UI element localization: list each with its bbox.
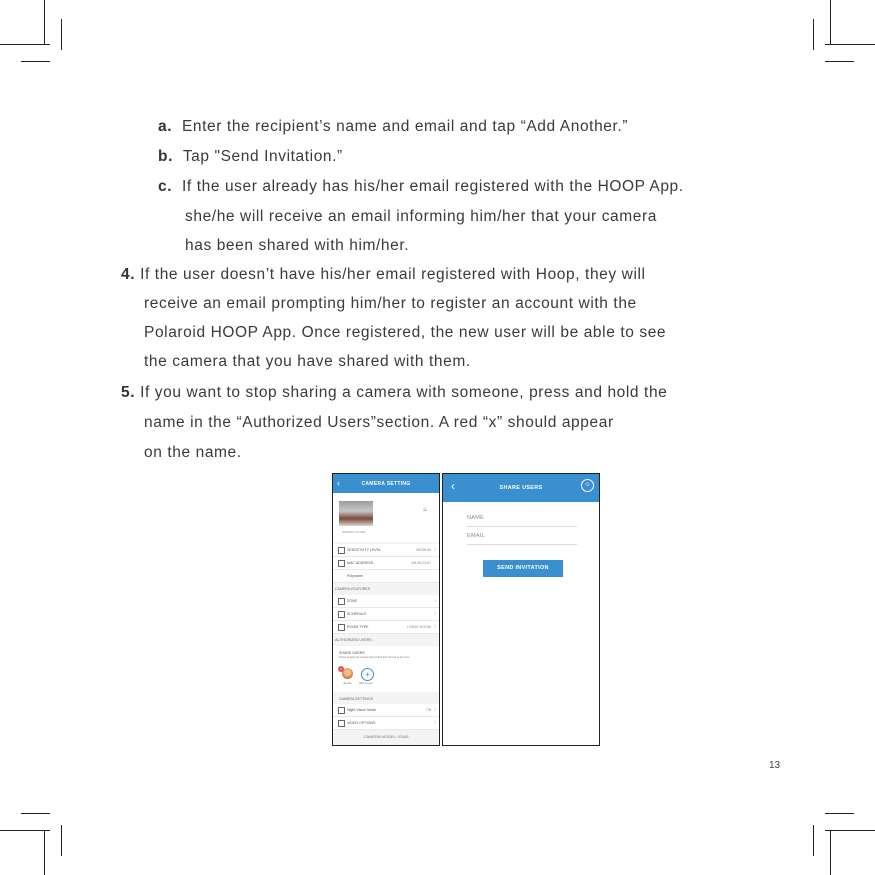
email-field[interactable]: EMAIL	[467, 533, 486, 539]
setting-row-night-vision[interactable]	[333, 704, 439, 717]
step-c	[158, 178, 684, 196]
camera-thumbnail[interactable]	[339, 501, 373, 526]
add-user-label: add a user	[359, 681, 374, 685]
add-user-button[interactable]: +	[361, 668, 374, 681]
step-c-line: If the user already has his/her email registered with the HOOP App.	[181, 178, 684, 195]
setting-label: Night Vision Mode	[347, 708, 377, 712]
step-c-marker: c.	[158, 178, 173, 195]
step-a-marker: a.	[158, 118, 173, 135]
step-5-marker: 5.	[121, 384, 136, 401]
step-c-line: she/he will receive an email informing him/her that your camera	[185, 208, 657, 225]
email-field-underline	[467, 544, 577, 545]
name-field[interactable]: NAME	[467, 515, 485, 521]
setting-label: SENSITIVITY LEVEL	[347, 548, 382, 552]
setting-icon	[338, 611, 345, 618]
wifi-icon: ≈	[423, 507, 427, 514]
user-name: Jennie	[343, 681, 352, 685]
crop-mark	[0, 830, 50, 831]
crop-mark	[825, 61, 854, 62]
crop-mark	[830, 0, 831, 44]
setting-label: MAC ADDRESS	[347, 561, 374, 565]
chevron-right-icon: ›	[434, 547, 436, 553]
setting-value: MEDIUM	[416, 548, 431, 552]
crop-mark	[830, 831, 831, 875]
step-5-line: on the name.	[144, 444, 242, 461]
step-4-line: the camera that you have shared with them.	[144, 353, 471, 370]
step-5-line: name in the “Authorized Users”section. A red “x” should appear	[144, 414, 614, 431]
camera-setting-title: CAMERA SETTING	[361, 481, 411, 487]
share-users-description: These people can access and control this camera at any time	[339, 656, 410, 659]
remove-user-x-icon[interactable]: ×	[339, 666, 343, 671]
section-header-features: CAMERA FEATURES	[335, 587, 371, 591]
setting-icon	[338, 560, 345, 567]
setting-icon	[338, 598, 345, 605]
feature-label: SCHEDULE	[347, 612, 367, 616]
crop-mark	[21, 61, 50, 62]
feature-row-schedule[interactable]	[333, 608, 439, 621]
section-header-authorized-users: AUTHORIZED USERS	[335, 638, 372, 642]
chevron-right-icon: ›	[434, 611, 436, 617]
step-b-marker: b.	[158, 148, 173, 165]
camera-setting-screenshot	[332, 473, 440, 746]
camera-setting-header	[333, 474, 439, 493]
chevron-right-icon: ›	[434, 720, 436, 726]
crop-mark	[813, 825, 814, 856]
share-users-panel	[333, 646, 439, 692]
chevron-left-icon[interactable]: ‹	[451, 479, 455, 493]
page-number: 13	[769, 760, 781, 771]
setting-row-mac	[333, 557, 439, 570]
step-c-line: has been shared with him/her.	[185, 237, 410, 254]
step-b	[158, 148, 343, 166]
crop-mark	[813, 19, 814, 50]
setting-icon	[338, 547, 345, 554]
share-users-screenshot	[442, 473, 600, 746]
share-users-title: SHARE USERS	[339, 651, 365, 655]
section-header-camera-settings: CAMERA SETTINGS	[339, 697, 374, 701]
camera-model: CAMERA MODEL: IS345	[363, 734, 409, 739]
crop-mark	[44, 831, 45, 875]
step-5	[121, 384, 667, 402]
feature-label: ROOM TYPE	[347, 625, 369, 629]
camera-name: WAKATU YUYEE	[342, 530, 366, 534]
step-b-text: Tap "Send Invitation.”	[182, 148, 343, 165]
feature-value: LIVING ROOM	[407, 625, 431, 629]
crop-mark	[825, 830, 875, 831]
step-4	[121, 266, 646, 284]
setting-label: VIDEO OPTIONS	[347, 721, 376, 725]
setting-icon	[338, 720, 345, 727]
crop-mark	[61, 19, 62, 50]
setting-icon	[338, 624, 345, 631]
crop-mark	[21, 813, 50, 814]
setting-value: Off	[426, 708, 431, 712]
step-4-marker: 4.	[121, 266, 136, 283]
feature-label: ZONE	[347, 599, 357, 603]
step-a	[158, 118, 628, 136]
profile-icon[interactable]: ☺	[581, 479, 594, 492]
setting-row-sensitivity[interactable]	[333, 544, 439, 557]
feature-row-room-type[interactable]	[333, 621, 439, 634]
crop-mark	[61, 825, 62, 856]
step-5-line: If you want to stop sharing a camera with someone, press and hold the	[140, 384, 668, 401]
step-4-line: receive an email prompting him/her to register an account with the	[144, 295, 637, 312]
camera-preview-row	[333, 493, 439, 542]
feature-row-zone[interactable]	[333, 595, 439, 608]
chevron-left-icon[interactable]: ‹	[337, 478, 340, 488]
setting-row-video-options[interactable]	[333, 717, 439, 730]
name-field-underline	[467, 526, 577, 527]
crop-mark	[825, 44, 875, 45]
step-a-text: Enter the recipient’s name and email and tap “Add Another.”	[181, 118, 629, 135]
setting-value: AB:45:23:67	[411, 561, 431, 565]
setting-label: Polyname	[347, 574, 363, 578]
send-invitation-button[interactable]: SEND INVITATION	[483, 560, 563, 577]
chevron-right-icon: ›	[434, 624, 436, 630]
chevron-right-icon: ›	[434, 598, 436, 604]
share-users-title: SHARE USERS	[499, 485, 543, 491]
setting-icon	[338, 707, 345, 714]
setting-row-polyname[interactable]	[333, 570, 439, 583]
step-4-line: If the user doesn’t have his/her email registered with Hoop, they will	[140, 266, 646, 283]
share-users-header	[443, 474, 599, 502]
step-4-line: Polaroid HOOP App. Once registered, the new user will be able to see	[144, 324, 667, 341]
crop-mark	[0, 44, 50, 45]
crop-mark	[44, 0, 45, 44]
chevron-right-icon: ›	[434, 707, 436, 713]
crop-mark	[825, 813, 854, 814]
